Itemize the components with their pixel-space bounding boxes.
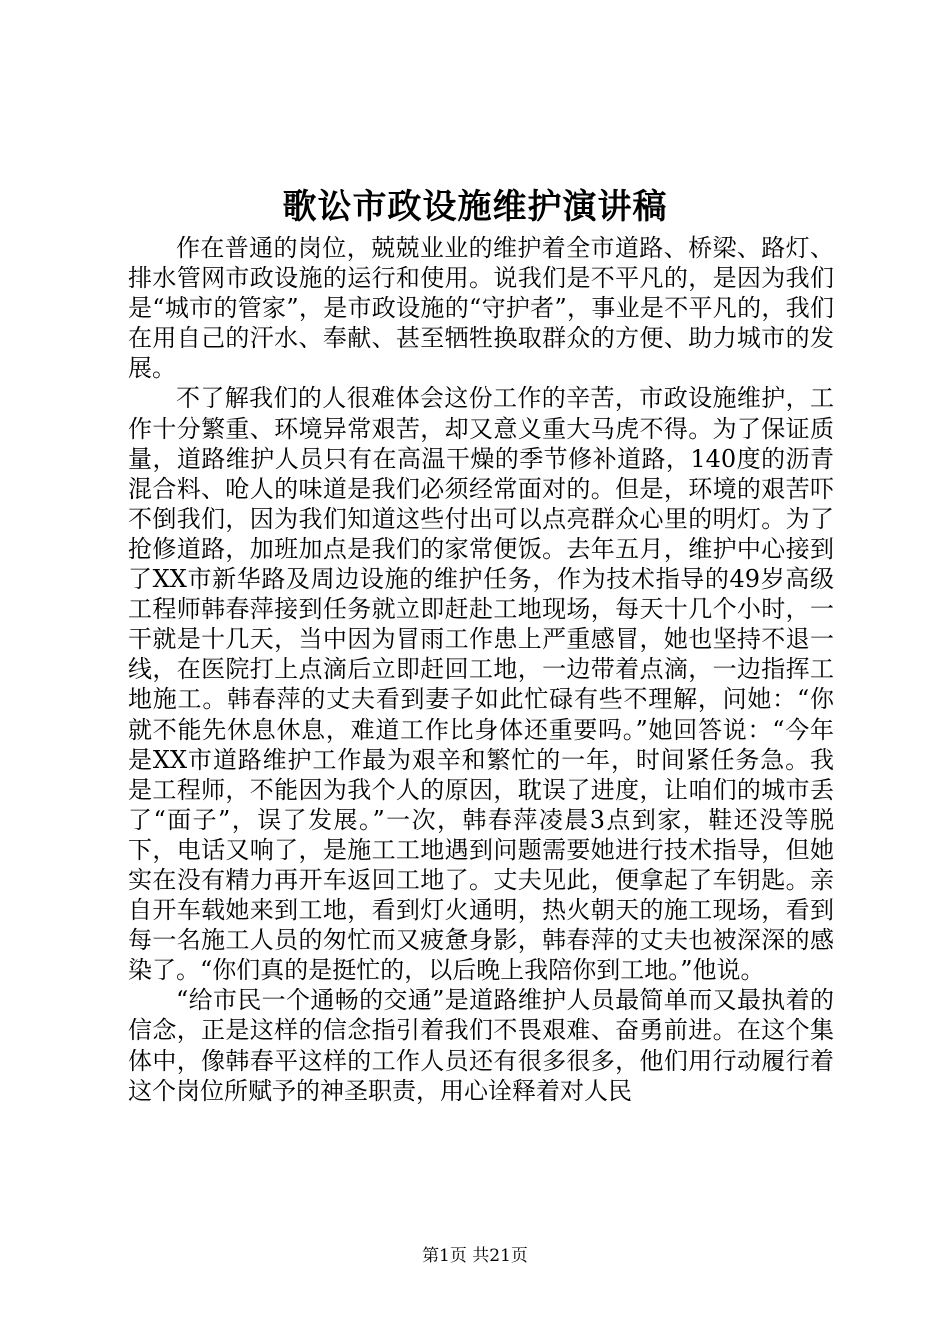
document-body [128,233,834,1106]
document-title: 歌讼市政设施维护演讲稿 [282,187,668,227]
paragraph-1: 作在普通的岗位，兢兢业业的维护着全市道路、桥梁、路灯、排水管网市政设施的运行和使用。说我们是不平凡的，是因为我们是“城市的管家”，是市政设施的“守护者”，事业是不平凡的，我们在用自己的汗水、奉献、甚至牺牲换取群众的方便、助力城市的发展。 [128,234,834,383]
paragraph-3: “给市民一个通畅的交通”是道路维护人员最简单而又最执着的信念，正是这样的信念指引着我们不畏艰难、奋勇前进。在这个集体中，像韩春平这样的工作人员还有很多很多，他们用行动履行着这个岗位所赋予的神圣职责，用心诠释着对人民 [128,986,834,1105]
paragraph-2: 不了解我们的人很难体会这份工作的辛苦，市政设施维护，工作十分繁重、环境异常艰苦，却又意义重大马虎不得。为了保证质量，道路维护人员只有在高温干燥的季节修补道路，140度的沥青混合料、呛人的味道是我们必须经常面对的。但是，环境的艰苦吓不倒我们，因为我们知道这些付出可以点亮群众心里的明灯。为了抢修道路，加班加点是我们的家常便饭。去年五月，维护中心接到了XX市新华路及周边设施的维护任务，作为技术指导的49岁高级工程师韩春萍接到任务就立即赶赴工地现场，每天十几个小时，一干就是十几天，当中因为冒雨工作患上严重感冒，她也坚持不退一线，在医院打上点滴后立即赶回工地，一边带着点滴，一边指挥工地施工。韩春萍的丈夫看到妻子如此忙碌有些不理解，问她：“你就不能先休息休息，难道工作比身体还重要吗。”她回答说：“今年是XX市道路维护工作最为艰辛和繁忙的一年，时间紧任务急。我是工程师，不能因为我个人的原因，耽误了进度，让咱们的城市丢了“面子”，误了发展。”一次，韩春萍凌晨3点到家，鞋还没等脱下，电话又响了，是施工工地遇到问题需要她进行技术指导，但她实在没有精力再开车返回工地了。丈夫见此，便拿起了车钥匙。亲自开车载她来到工地，看到灯火通明，热火朝天的施工现场，看到每一名施工人员的匆忙而又疲惫身影，韩春萍的丈夫也被深深的感染了。“你们真的是挺忙的，以后晚上我陪你到工地。”他说。 [128,384,834,985]
page-footer: 第1页 共21页 [422,1246,528,1266]
